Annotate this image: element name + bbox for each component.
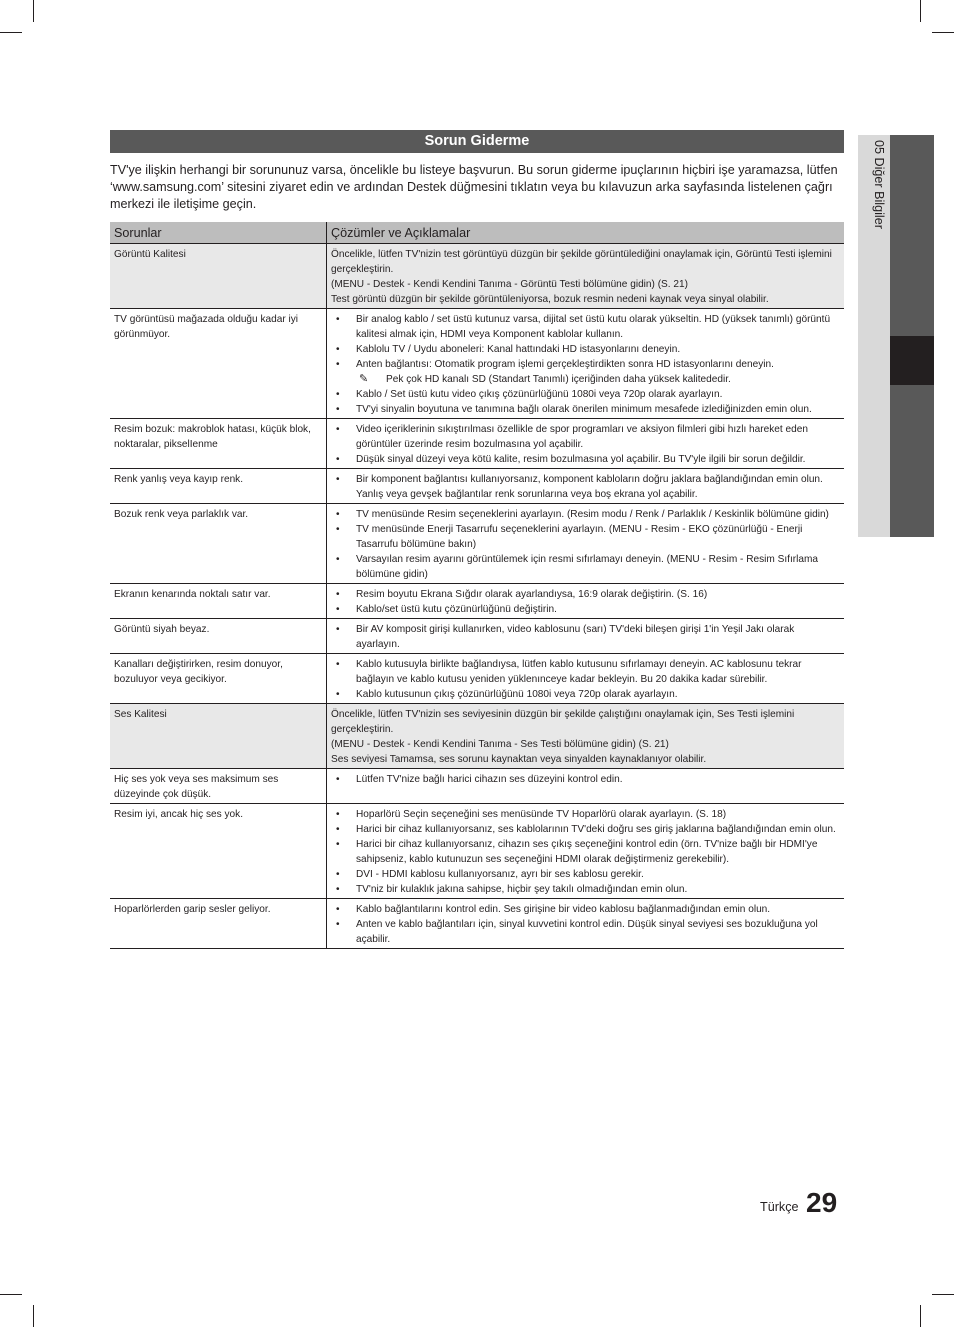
solution-cell bbox=[327, 469, 845, 504]
bullet-icon: • bbox=[336, 589, 340, 600]
solution-list bbox=[331, 622, 840, 652]
table-row bbox=[110, 654, 844, 704]
bullet-icon: • bbox=[336, 314, 340, 325]
solution-list bbox=[331, 902, 840, 947]
list-item-text: TV menüsünde Enerji Tasarrufu seçeneklerini ayarlayın. (MENU - Resim - EKO çözünürlüğü - Enerji Tasarrufu bölümüne bakın) bbox=[356, 524, 803, 550]
list-item-text: Bir AV komposit girişi kullanırken, video kablosunu (sarı) TV'deki bileşen girişi 1'in Yeşil Jakı olarak ayarlayın. bbox=[356, 624, 795, 650]
problem-cell: Görüntü siyah beyaz. bbox=[110, 619, 327, 654]
column-header-solutions: Çözümler ve Açıklamalar bbox=[327, 222, 845, 244]
crop-mark bbox=[33, 1305, 34, 1327]
list-item bbox=[331, 452, 840, 467]
chapter-tab-marker bbox=[890, 336, 934, 385]
bullet-icon: • bbox=[336, 344, 340, 355]
solution-list bbox=[331, 507, 840, 582]
list-item bbox=[331, 312, 840, 342]
table-row bbox=[110, 419, 844, 469]
bullet-icon: • bbox=[336, 689, 340, 700]
solution-cell bbox=[327, 769, 845, 804]
section-title: Sorun Giderme bbox=[110, 130, 844, 153]
problem-cell: Renk yanlış veya kayıp renk. bbox=[110, 469, 327, 504]
intro-paragraph: TV'ye ilişkin herhangi bir sorununuz varsa, öncelikle bu listeye başvurun. Bu sorun giderme ipuçlarının hiçbiri işe yaramazsa, lütfen ‘www.samsung.com’ sitesini ziyaret edin ve ardından Destek düğmesini tıklatın veya bu kılavuzun arka sayfasında listelenen çağrı merkezi ile iletişime geçin. bbox=[110, 163, 838, 211]
solution-list bbox=[331, 807, 840, 897]
table-row bbox=[110, 899, 844, 949]
list-item-text: DVI - HDMI kablosu kullanıyorsanız, ayrı bir ses kablosu gerekir. bbox=[356, 869, 644, 880]
list-item bbox=[331, 772, 840, 787]
table-row bbox=[110, 244, 844, 309]
problem-cell: Görüntü Kalitesi bbox=[110, 244, 327, 309]
problem-cell: Resim bozuk: makroblok hatası, küçük blok, noktaralar, pikselIenme bbox=[110, 419, 327, 469]
solution-line: Test görüntü düzgün bir şekilde görüntüleniyorsa, bozuk resmin nedeni kaynak veya sinyal olabilir. bbox=[331, 294, 769, 305]
list-item-text: Kablo bağlantılarını kontrol edin. Ses girişine bir video kablosu bağlanmadığından emin olun. bbox=[356, 904, 771, 915]
solution-cell bbox=[327, 419, 845, 469]
bullet-icon: • bbox=[336, 359, 340, 370]
note-text: Pek çok HD kanalı SD (Standart Tanımlı) içeriğinden daha yüksek kalitededir. bbox=[386, 374, 731, 385]
table-row bbox=[110, 769, 844, 804]
list-item bbox=[331, 602, 840, 617]
list-item bbox=[331, 622, 840, 652]
list-item-text: Harici bir cihaz kullanıyorsanız, ses kablolarının TV'deki doğru ses giriş jaklarına bağlandığından emin olun. bbox=[356, 824, 836, 835]
bullet-icon: • bbox=[336, 904, 340, 915]
list-item bbox=[331, 917, 840, 947]
note-item bbox=[331, 372, 840, 387]
list-item-text: Kablo kutusuyla birlikte bağlandıysa, lütfen kablo kutusunu sıfırlamayı deneyin. AC kablosunu tekrar bağlayın ve kablo kutusu yeniden yüklenınceye kadar bekleyin. Bu 20 dakika kadar sürebilir. bbox=[356, 659, 802, 685]
bullet-icon: • bbox=[336, 624, 340, 635]
list-item-text: Anten ve kablo bağlantıları için, sinyal kuvvetini kontrol edin. Düşük sinyal seviyesi ses bozukluğuna yol açabilir. bbox=[356, 919, 818, 945]
list-item-text: Kablo kutusunun çıkış çözünürlüğünü 1080i veya 720p olarak ayarlayın. bbox=[356, 689, 678, 700]
solution-cell bbox=[327, 244, 845, 309]
solution-cell bbox=[327, 584, 845, 619]
solution-cell bbox=[327, 899, 845, 949]
bullet-icon: • bbox=[336, 774, 340, 785]
solution-cell bbox=[327, 704, 845, 769]
list-item-text: TV menüsünde Resim seçeneklerini ayarlayın. (Resim modu / Renk / Parlaklık / Keskinlik bölümüne gidin) bbox=[356, 509, 829, 520]
crop-mark bbox=[920, 1305, 921, 1327]
bullet-icon: • bbox=[336, 424, 340, 435]
list-item-text: Video içeriklerinin sıkıştırılması özellikle de spor programları ve aksiyon filmleri gibi hızlı hareket eden görüntüler üzerinde resim bozulmasına yol açabilir. bbox=[356, 424, 808, 450]
list-item bbox=[331, 402, 840, 417]
list-item-text: Harici bir cihaz kullanıyorsanız, cihazın ses çıkış seçeneğini kontrol edin (örn. TV'nize bağlı bir HDMI'ye sahipseniz, kablo kutunuzun ses seçeneğini HDMI olarak değiştirmeniz gerekebilir). bbox=[356, 839, 818, 865]
crop-mark bbox=[920, 0, 921, 22]
list-item-text: Kablo / Set üstü kutu video çıkış çözünürlüğünü 1080i veya 720p olarak ayarlayın. bbox=[356, 389, 723, 400]
solution-list bbox=[331, 422, 840, 467]
list-item-text: Kablolu TV / Uydu aboneleri: Kanal hattındaki HD istasyonlarını deneyin. bbox=[356, 344, 681, 355]
bullet-icon: • bbox=[336, 884, 340, 895]
list-item bbox=[331, 552, 840, 582]
bullet-icon: • bbox=[336, 389, 340, 400]
solution-line: (MENU - Destek - Kendi Kendini Tanıma - Ses Testi bölümüne gidin) (S. 21) bbox=[331, 739, 669, 750]
table-row bbox=[110, 584, 844, 619]
crop-mark bbox=[33, 0, 34, 22]
solution-list bbox=[331, 472, 840, 502]
list-item-text: Lütfen TV'nize bağlı harici cihazın ses düzeyini kontrol edin. bbox=[356, 774, 623, 785]
bullet-icon: • bbox=[336, 809, 340, 820]
list-item-text: Varsayılan resim ayarını görüntülemek için resmi sıfırlamayı deneyin. (MENU - Resim - Resim Sıfırlama bölümüne gidin) bbox=[356, 554, 819, 580]
bullet-icon: • bbox=[336, 839, 340, 850]
solution-line: Öncelikle, lütfen TV'nizin ses seviyesinin düzgün bir şekilde çalıştığını onaylamak için, Ses Testi işlemini gerçekleştirin. bbox=[331, 709, 795, 735]
problem-cell: Ekranın kenarında noktalı satır var. bbox=[110, 584, 327, 619]
list-item bbox=[331, 507, 840, 522]
list-item-text: Kablo/set üstü kutu çözünürlüğünü değiştirin. bbox=[356, 604, 557, 615]
bullet-icon: • bbox=[336, 474, 340, 485]
crop-mark bbox=[932, 32, 954, 33]
list-item bbox=[331, 357, 840, 372]
bullet-icon: • bbox=[336, 454, 340, 465]
footer-language: Türkçe bbox=[760, 1200, 799, 1214]
list-item bbox=[331, 867, 840, 882]
bullet-icon: • bbox=[336, 659, 340, 670]
table-row bbox=[110, 619, 844, 654]
list-item-text: Resim boyutu Ekrana Sığdır olarak ayarlandıysa, 16:9 olarak değiştirin. (S. 16) bbox=[356, 589, 708, 600]
bullet-icon: • bbox=[336, 869, 340, 880]
list-item-text: Anten bağlantısı: Otomatik program işlemi gerçekleştirdikten sonra HD istasyonlarını deneyin. bbox=[356, 359, 774, 370]
list-item-text: TV'yi sinyalin boyutuna ve tanımına bağlı olarak önerilen minimum mesafede izlediğinizden emin olun. bbox=[356, 404, 812, 415]
column-header-problems: Sorunlar bbox=[110, 222, 327, 244]
solution-line: Öncelikle, lütfen TV'nizin test görüntüyü düzgün bir şekilde görüntülediğini onaylamak için, Görüntü Testi işlemini gerçekleştirin. bbox=[331, 249, 832, 275]
problem-cell: Hiç ses yok veya ses maksimum ses düzeyinde çok düşük. bbox=[110, 769, 327, 804]
list-item bbox=[331, 882, 840, 897]
solution-list bbox=[331, 587, 840, 617]
list-item bbox=[331, 342, 840, 357]
bullet-icon: • bbox=[336, 524, 340, 535]
bullet-icon: • bbox=[336, 554, 340, 565]
solution-list bbox=[331, 772, 840, 787]
list-item bbox=[331, 422, 840, 452]
list-item-text: TV'niz bir kulaklık jakına sahipse, hiçbir şey takılı olmadığından emin olun. bbox=[356, 884, 688, 895]
problem-cell: TV görüntüsü mağazada olduğu kadar iyi görünmüyor. bbox=[110, 309, 327, 419]
list-item bbox=[331, 807, 840, 822]
problem-cell: Hoparlörlerden garip sesler geliyor. bbox=[110, 899, 327, 949]
bullet-icon: • bbox=[336, 824, 340, 835]
list-item bbox=[331, 657, 840, 687]
table-row bbox=[110, 469, 844, 504]
solution-cell bbox=[327, 309, 845, 419]
problem-cell: Kanalları değiştirirken, resim donuyor, bozuluyor veya gecikiyor. bbox=[110, 654, 327, 704]
list-item-text: Hoparlörü Seçin seçeneğini ses menüsünde TV Hoparlörü olarak ayarlayın. (S. 18) bbox=[356, 809, 727, 820]
troubleshooting-table bbox=[110, 222, 844, 949]
crop-mark bbox=[932, 1294, 954, 1295]
list-item-text: Bir komponent bağlantısı kullanıyorsanız, komponent kabloların doğru jaklara bağlandığından emin olun. Yanlış veya gevşek bağlantılar renk sorunlarına veya boş ekrana yol açabilir. bbox=[356, 474, 823, 500]
list-item bbox=[331, 687, 840, 702]
solution-cell bbox=[327, 504, 845, 584]
page-number: 29 bbox=[806, 1187, 838, 1218]
table-row bbox=[110, 704, 844, 769]
problem-cell: Ses Kalitesi bbox=[110, 704, 327, 769]
chapter-tab-label: 05 Diğer Bilgiler bbox=[872, 140, 886, 229]
list-item bbox=[331, 902, 840, 917]
solution-line: Ses seviyesi Tamamsa, ses sorunu kaynaktan veya sinyalden kaynaklanıyor olabilir. bbox=[331, 754, 707, 765]
solution-line: (MENU - Destek - Kendi Kendini Tanıma - Görüntü Testi bölümüne gidin) (S. 21) bbox=[331, 279, 688, 290]
solution-cell bbox=[327, 804, 845, 899]
list-item bbox=[331, 387, 840, 402]
problem-cell: Resim iyi, ancak hiç ses yok. bbox=[110, 804, 327, 899]
solution-cell bbox=[327, 654, 845, 704]
problem-cell: Bozuk renk veya parlaklık var. bbox=[110, 504, 327, 584]
table-row bbox=[110, 309, 844, 419]
list-item bbox=[331, 822, 840, 837]
list-item bbox=[331, 522, 840, 552]
bullet-icon: • bbox=[336, 404, 340, 415]
solution-list bbox=[331, 657, 840, 702]
bullet-icon: • bbox=[336, 604, 340, 615]
table-header-row bbox=[110, 222, 844, 244]
note-pencil-icon: ✎ bbox=[359, 373, 369, 385]
list-item-text: Düşük sinyal düzeyi veya kötü kalite, resim bozulmasına yol açabilir. Bu TV'yle ilgili bir sorun değildir. bbox=[356, 454, 806, 465]
solution-cell bbox=[327, 619, 845, 654]
list-item bbox=[331, 837, 840, 867]
crop-mark bbox=[0, 32, 22, 33]
bullet-icon: • bbox=[336, 919, 340, 930]
table-row bbox=[110, 804, 844, 899]
solution-list bbox=[331, 312, 840, 417]
crop-mark bbox=[0, 1294, 22, 1295]
list-item bbox=[331, 472, 840, 502]
list-item bbox=[331, 587, 840, 602]
table-row bbox=[110, 504, 844, 584]
bullet-icon: • bbox=[336, 509, 340, 520]
list-item-text: Bir analog kablo / set üstü kutunuz varsa, dijital set üstü kutu olarak yükseltin. HD (yüksek tanımlı) görüntü kalitesi almak için, HDMI veya Komponent kablolar kullanın. bbox=[356, 314, 831, 340]
